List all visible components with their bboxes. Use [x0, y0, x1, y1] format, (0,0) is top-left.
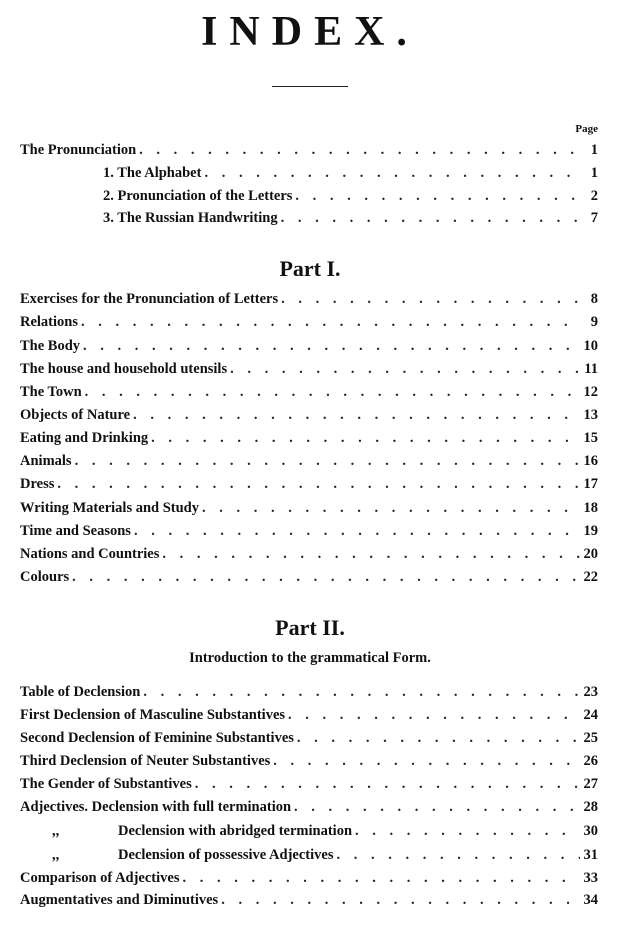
entry-page: 17	[583, 476, 598, 492]
dot-leader	[162, 546, 579, 563]
entry-page: 26	[583, 753, 598, 769]
entry-page: 1	[590, 165, 598, 181]
dot-leader	[281, 291, 580, 308]
dot-leader	[151, 430, 579, 447]
entry-page: 15	[583, 430, 598, 446]
dot-leader	[195, 776, 580, 793]
dot-leader	[281, 210, 580, 227]
entry-label: First Declension of Masculine Substantives	[20, 707, 286, 723]
toc-entry[interactable]	[20, 799, 598, 821]
dot-leader	[204, 165, 580, 182]
entry-label: Declension of possessive Adjectives	[118, 847, 334, 863]
entry-label: Writing Materials and Study	[20, 500, 199, 516]
entry-label: The Gender of Substantives	[20, 776, 192, 792]
title-rule	[272, 86, 348, 87]
dot-leader	[355, 823, 579, 840]
toc-entry[interactable]	[20, 569, 598, 591]
toc-entry[interactable]	[20, 776, 598, 798]
toc-entry[interactable]	[20, 361, 598, 383]
dot-leader	[57, 476, 579, 493]
entry-label: Table of Declension	[20, 684, 141, 700]
entry-label: Colours	[20, 569, 70, 585]
dot-leader	[134, 523, 580, 540]
entry-page: 8	[590, 291, 598, 307]
toc-entry[interactable]	[20, 453, 598, 475]
part2-heading: Part II.	[275, 615, 345, 640]
entry-page: 1	[590, 142, 598, 158]
entry-page: 11	[584, 361, 598, 377]
entry-label: Exercises for the Pronunciation of Letters	[20, 291, 279, 307]
toc-entry[interactable]	[20, 684, 598, 706]
dot-leader	[294, 799, 579, 816]
page-title: INDEX.	[201, 9, 419, 55]
toc-entry[interactable]	[20, 476, 598, 498]
entry-page: 13	[583, 407, 598, 423]
entry-page: 33	[583, 870, 598, 886]
dot-leader	[133, 407, 579, 424]
entry-page: 25	[583, 730, 598, 746]
entry-page: 30	[583, 823, 598, 839]
entry-label: 2. Pronunciation of the Letters	[103, 188, 293, 204]
dot-leader	[143, 684, 579, 701]
dot-leader	[230, 361, 580, 378]
entry-page: 10	[583, 338, 598, 354]
dot-leader	[288, 707, 579, 724]
page-column-label: Page	[575, 123, 598, 135]
dot-leader	[83, 338, 579, 355]
dot-leader	[183, 870, 580, 887]
toc-entry[interactable]	[20, 407, 598, 429]
dot-leader	[139, 142, 580, 159]
entry-page: 18	[583, 500, 598, 516]
toc-entry[interactable]	[20, 707, 598, 729]
entry-label: Animals	[20, 453, 72, 469]
entry-page: 9	[590, 314, 598, 330]
toc-entry-pronunciation[interactable]	[20, 142, 598, 164]
ditto-mark: ,,	[52, 847, 60, 863]
entry-page: 12	[583, 384, 598, 400]
toc-entry[interactable]	[20, 870, 598, 892]
entry-page: 19	[583, 523, 598, 539]
toc-entry[interactable]	[20, 847, 598, 869]
entry-label: The Body	[20, 338, 81, 354]
part1-heading: Part I.	[279, 256, 341, 281]
entry-page: 23	[583, 684, 598, 700]
dot-leader	[297, 730, 580, 747]
entry-label: Augmentatives and Diminutives	[20, 892, 219, 908]
ditto-mark: ,,	[52, 823, 60, 839]
entry-page: 7	[590, 210, 598, 226]
part2-subheading: Introduction to the grammatical Form.	[189, 650, 431, 666]
entry-page: 28	[583, 799, 598, 815]
entry-label: The house and household utensils	[20, 361, 228, 377]
entry-label: Second Declension of Feminine Substantives	[20, 730, 294, 746]
entry-label: Third Declension of Neuter Substantives	[20, 753, 271, 769]
entry-label: Objects of Nature	[20, 407, 131, 423]
entry-label: Dress	[20, 476, 55, 492]
entry-label: Declension with abridged termination	[118, 823, 353, 839]
entry-page: 20	[583, 546, 598, 562]
toc-entry[interactable]	[20, 500, 598, 522]
dot-leader	[81, 314, 580, 331]
dot-leader	[85, 384, 580, 401]
entry-label: 3. The Russian Handwriting	[103, 210, 278, 226]
toc-entry[interactable]	[20, 314, 598, 336]
toc-entry[interactable]	[20, 291, 598, 313]
toc-entry[interactable]	[20, 823, 598, 845]
entry-page: 24	[583, 707, 598, 723]
entry-page: 22	[583, 569, 598, 585]
entry-label: 1. The Alphabet	[103, 165, 202, 181]
dot-leader	[273, 753, 579, 770]
toc-entry[interactable]	[20, 338, 598, 360]
entry-label: Nations and Countries	[20, 546, 160, 562]
entry-label: The Pronunciation	[20, 142, 137, 158]
entry-label: Relations	[20, 314, 78, 330]
dot-leader	[295, 188, 580, 205]
toc-entry[interactable]	[20, 892, 598, 914]
dot-leader	[72, 569, 579, 586]
entry-label: Adjectives. Declension with full termination	[20, 799, 292, 815]
entry-label: Time and Seasons	[20, 523, 131, 539]
entry-label: Eating and Drinking	[20, 430, 149, 446]
toc-entry-letters[interactable]	[103, 188, 598, 210]
toc-entry-handwriting[interactable]	[103, 210, 598, 232]
dot-leader	[221, 892, 579, 909]
entry-page: 16	[583, 453, 598, 469]
entry-label: The Town	[20, 384, 82, 400]
entry-label: Comparison of Adjectives	[20, 870, 180, 886]
toc-entry[interactable]	[20, 523, 598, 545]
dot-leader	[336, 847, 579, 864]
entry-page: 27	[583, 776, 598, 792]
toc-entry[interactable]	[20, 730, 598, 752]
entry-page: 31	[583, 847, 598, 863]
dot-leader	[75, 453, 580, 470]
toc-entry[interactable]	[20, 753, 598, 775]
toc-entry[interactable]	[20, 430, 598, 452]
toc-entry[interactable]	[20, 546, 598, 568]
toc-entry-alphabet[interactable]	[103, 165, 598, 187]
toc-entry[interactable]	[20, 384, 598, 406]
entry-page: 2	[590, 188, 598, 204]
entry-page: 34	[583, 892, 598, 908]
dot-leader	[202, 500, 580, 517]
